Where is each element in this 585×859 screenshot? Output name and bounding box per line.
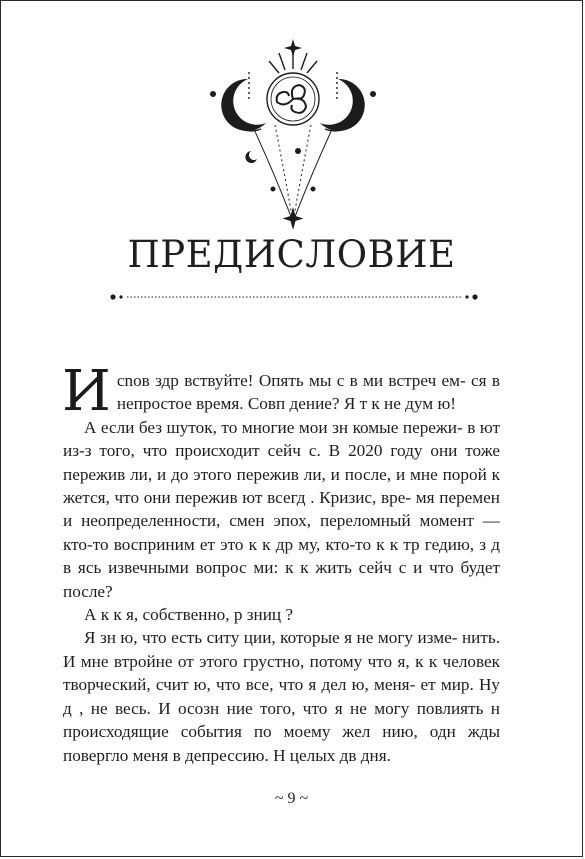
paragraph-3: А к к я, собственно, р зниц ? xyxy=(84,605,294,625)
triple-moon-ornament xyxy=(193,39,393,229)
title-divider xyxy=(109,291,479,303)
paragraph-2: А если без шуток, то многие мои зн комые пережи- в ют из-з того, что происходит сейч с. В 2020 году они тоже пережив ли, и до этого пережив ли, и после, и мне порой к жется, что они пережив ют всегд . Кризис, вре- мя перемен и неопределенности, смен эпох, переломный момент — кто-то восприним ет это к к др му, кто-то к к тр гедию, з д в ясь извечными вопрос ми: к к жить сейч с и что будет после? xyxy=(63,417,500,601)
body-text xyxy=(62,359,500,767)
drop-cap: И xyxy=(62,359,111,424)
paragraph-4: Я зн ю, что есть ситу ции, которые я не могу изме- нить. И мне втройне от этого грустно, потому что я, к к человек творческий, счит ю, что все, что я дел ю, меня- ет мир. Ну д , не весь. И осозн ние того, что я не могу повлиять н происходящие события по моему жел нию, одн жды повергло меня в депрессию. Н целых дв дня. xyxy=(63,628,500,765)
paragraph-1 xyxy=(62,359,500,424)
chapter-title: ПРЕДИСЛОВИЕ xyxy=(127,233,456,276)
paragraph-text: сnов здр вствуйте! Опять мы с в ми встреч ем- ся в непростое время. Совп дение? Я т к не дум ю! xyxy=(116,371,500,414)
page-number: ~ 9 ~ xyxy=(274,790,309,807)
